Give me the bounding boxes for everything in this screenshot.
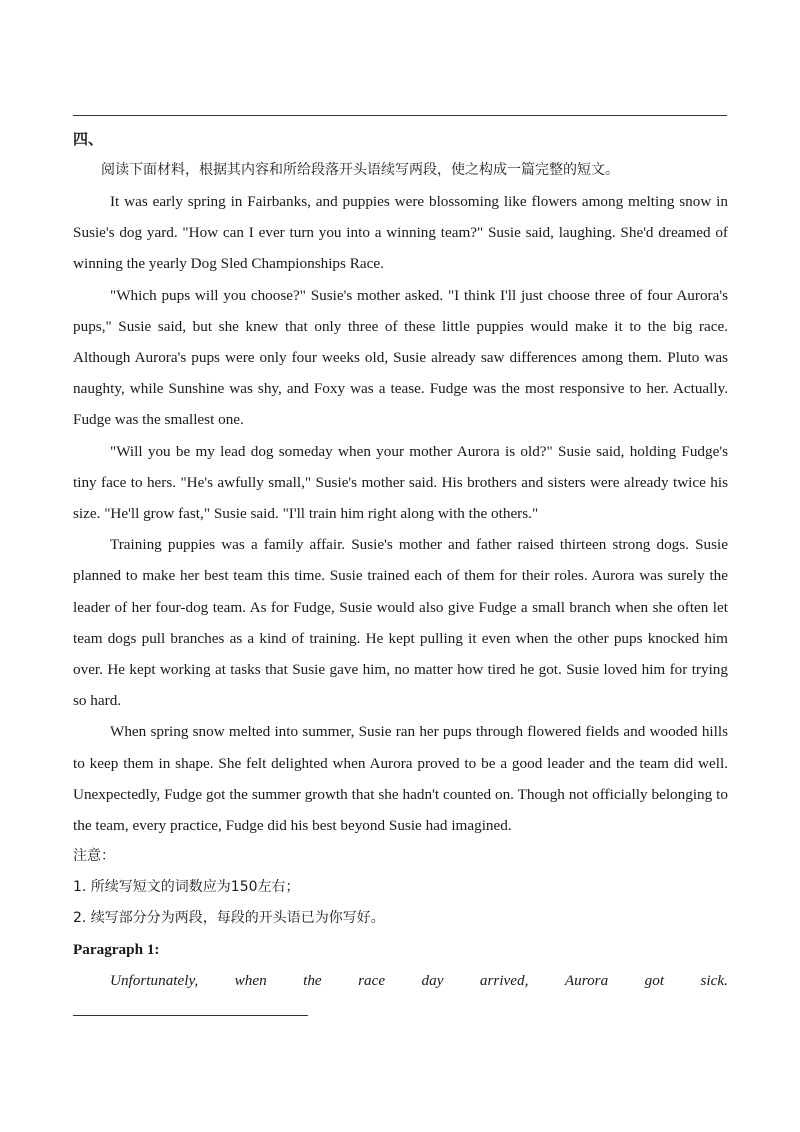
answer-blank-line [73,1015,308,1016]
paragraph-1-opening [73,965,728,996]
opening-word: Aurora [564,972,609,990]
passage-paragraph-4: Training puppies was a family affair. Susie's mother and father raised thirteen strong dogs. Susie planned to make her best team this time. Susie trained each of them for their roles. Aurora was surely the leader of her four-dog team. As for Fudge, Susie would also give Fudge a small branch when she often let team dogs pull branches as a kind of training. He kept pulling it even when the other pups knocked him over. He kept working at tasks that Susie gave him, no matter how tired he got. Susie loved him for trying so hard. [73,536,728,710]
opening-word: when [234,972,267,990]
opening-word: Unfortunately, [110,972,199,990]
opening-word: the [303,972,322,990]
passage-paragraph-2: "Which pups will you choose?" Susie's mother asked. "I think I'll just choose three of four Aurora's pups," Susie said, but she knew that only three of these little puppies would make it to the big race. Although Aurora's pups were only four weeks old, Susie already saw differences among them. Pluto was naughty, while Sunshine was shy, and Foxy was a tease. Fudge was the most responsive to her. Actually. Fudge was the smallest one. [73,286,728,429]
notes-heading: 注意： [73,848,115,865]
passage-paragraph-1: It was early spring in Fairbanks, and puppies were blossoming like flowers among melting snow in Susie's dog yard. "How can I ever turn you into a winning team?" Susie said, laughing. She'd dreamed of winning the yearly Dog Sled Championships Race. [73,193,728,273]
note-item-1: 1. 所续写短文的词数应为150左右； [73,879,300,896]
opening-word: day [421,972,444,990]
note-item-2: 2. 续写部分分为两段，每段的开头语已为你写好。 [73,910,385,927]
opening-word: got [644,972,665,990]
header-rule [73,115,727,116]
opening-word: arrived, [479,972,529,990]
opening-word: race [358,972,386,990]
section-number: 四、 [73,130,104,148]
document-body [73,124,728,996]
passage-paragraph-3: "Will you be my lead dog someday when your mother Aurora is old?" Susie said, holding Fudge's tiny face to hers. "He's awfully small," Susie's mother said. His brothers and sisters were already twice his size. "He'll grow fast," Susie said. "I'll train him right along with the others." [73,442,728,523]
paragraph-1-heading: Paragraph 1: [73,941,160,959]
opening-word: sick. [700,972,728,990]
passage-paragraph-5: When spring snow melted into summer, Susie ran her pups through flowered fields and wooded hills to keep them in shape. She felt delighted when Aurora proved to be a good leader and the team did well. Unexpectedly, Fudge got the summer growth that she hadn't counted on. Though not officially belonging to the team, every practice, Fudge did his best beyond Susie had imagined. [73,723,728,835]
instruction-text: 阅读下面材料，根据其内容和所给段落开头语续写两段，使之构成一篇完整的短文。 [101,162,619,178]
